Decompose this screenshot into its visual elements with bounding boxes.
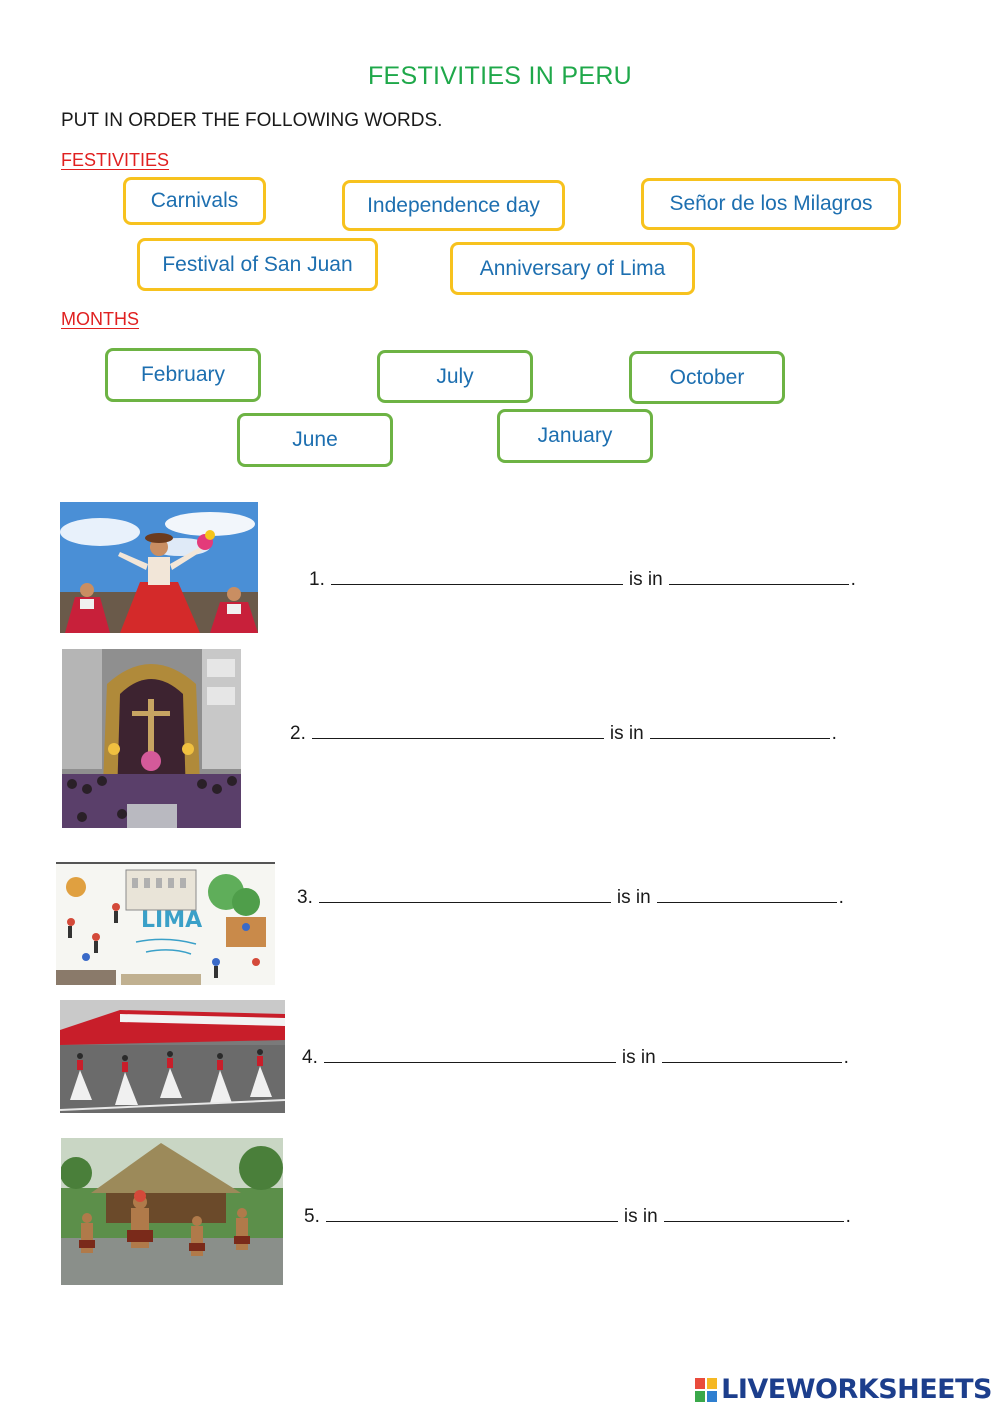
worksheet-title: FESTIVITIES IN PERU [367,62,633,90]
lima-photo-text: LIMA [141,908,203,933]
festivity-blank[interactable] [326,1203,618,1222]
month-blank[interactable] [669,566,849,585]
festivity-blank[interactable] [324,1044,616,1063]
months-label: MONTHS [61,309,139,329]
connector-text: is in [623,1206,658,1227]
word-card-anniversary-of-lima[interactable]: Anniversary of Lima [450,242,695,295]
word-card-june[interactable]: June [237,413,393,467]
lima-illustration-photo [56,862,275,985]
connector-text: is in [621,1047,656,1068]
connector-text: is in [628,569,663,590]
festivities-label: FESTIVITIES [61,150,170,170]
word-card-carnivals[interactable]: Carnivals [123,177,266,225]
liveworksheets-logo-icon [695,1378,717,1402]
word-card-independence-day[interactable]: Independence day [342,180,565,231]
question-number: 1. [309,569,325,590]
month-blank[interactable] [657,884,837,903]
independence-parade-photo [60,1000,285,1113]
festivity-blank[interactable] [319,884,611,903]
instruction-text: PUT IN ORDER THE FOLLOWING WORDS. [61,110,443,131]
end-punctuation: . [843,1047,849,1068]
end-punctuation: . [850,569,856,590]
brand-name: LIVEWORKSHEETS [721,1374,992,1405]
word-card-october[interactable]: October [629,351,785,404]
word-card-february[interactable]: February [105,348,261,402]
question-4 [302,1044,849,1069]
word-card-january[interactable]: January [497,409,653,463]
carnival-dancers-photo [60,502,258,633]
end-punctuation: . [838,887,844,908]
connector-text: is in [616,887,651,908]
liveworksheets-brand[interactable] [695,1374,992,1405]
end-punctuation: . [831,723,837,744]
month-blank[interactable] [650,720,830,739]
word-card-senor-de-los-milagros[interactable]: Señor de los Milagros [641,178,901,230]
question-5 [304,1203,851,1228]
question-number: 5. [304,1206,320,1227]
month-blank[interactable] [662,1044,842,1063]
word-card-festival-of-san-juan[interactable]: Festival of San Juan [137,238,378,291]
connector-text: is in [609,723,644,744]
question-1 [309,566,856,591]
end-punctuation: . [845,1206,851,1227]
question-3 [297,884,844,909]
month-blank[interactable] [664,1203,844,1222]
festivity-blank[interactable] [331,566,623,585]
question-number: 2. [290,723,306,744]
question-number: 3. [297,887,313,908]
festivity-blank[interactable] [312,720,604,739]
procession-photo [62,649,241,828]
word-card-july[interactable]: July [377,350,533,403]
question-2 [290,720,837,745]
question-number: 4. [302,1047,318,1068]
san-juan-festival-photo [61,1138,283,1285]
